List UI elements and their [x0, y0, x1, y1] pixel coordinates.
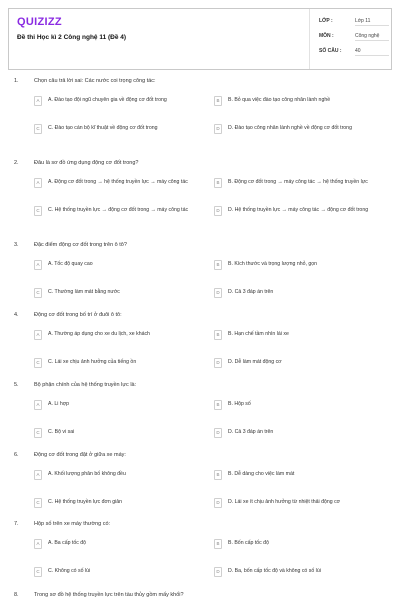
- option-letter-box[interactable]: D: [214, 358, 222, 368]
- option-text: C. Đào tạo cán bộ kĩ thuật về động cơ đốt trong: [48, 125, 158, 131]
- option-text: A. Thường áp dụng cho xe du lịch, xe khách: [48, 331, 150, 337]
- option-letter-box[interactable]: C: [34, 288, 42, 298]
- option-letter-box[interactable]: C: [34, 124, 42, 134]
- option-letter-box[interactable]: C: [34, 358, 42, 368]
- question-number: 2.: [14, 160, 19, 166]
- question-number: 5.: [14, 382, 19, 388]
- option-text: A. Ba cấp tốc độ: [48, 540, 87, 546]
- option-letter-box[interactable]: A: [34, 178, 42, 188]
- question-number: 7.: [14, 521, 19, 527]
- question-text: Đâu là sơ đồ ứng dụng động cơ đốt trong?: [34, 160, 139, 166]
- meta-count-value: 40: [355, 48, 361, 54]
- option-letter-box[interactable]: B: [214, 260, 222, 270]
- option-text: B. Động cơ đốt trong → máy công tác → hệ thống truyền lực: [228, 179, 368, 185]
- meta-class: [319, 18, 389, 28]
- option-letter-box[interactable]: A: [34, 330, 42, 340]
- question-text: Trong sơ đồ hệ thống truyền lực trên tàu thủy gồm mấy khối?: [34, 592, 184, 598]
- question-text: Đặc điểm động cơ đốt trong trên ô tô?: [34, 242, 127, 248]
- question-text: Bộ phận chính của hệ thống truyền lực là:: [34, 382, 137, 388]
- question-text: Động cơ đốt trong bố trí ở đuôi ô tô:: [34, 312, 122, 318]
- option-text: A. Tốc độ quay cao: [48, 261, 93, 267]
- meta-count-label: SỐ CÂU :: [319, 48, 342, 54]
- option-letter-box[interactable]: B: [214, 539, 222, 549]
- meta-subject: [319, 33, 389, 43]
- meta-count-underline: [355, 55, 389, 56]
- option-text: C. Không có số lùi: [48, 568, 91, 574]
- option-text: A. Động cơ đốt trong → hệ thống truyền lực → máy công tác: [48, 179, 188, 185]
- question-text: Động cơ đốt trong đặt ở giữa xe máy:: [34, 452, 126, 458]
- option-letter-box[interactable]: D: [214, 428, 222, 438]
- question-text: Chọn câu trả lời sai: Các nước coi trọng công tác:: [34, 78, 156, 84]
- option-letter-box[interactable]: A: [34, 96, 42, 106]
- meta-count: [319, 48, 389, 58]
- option-letter-box[interactable]: D: [214, 498, 222, 508]
- option-letter-box[interactable]: A: [34, 539, 42, 549]
- option-letter-box[interactable]: A: [34, 470, 42, 480]
- option-letter-box[interactable]: B: [214, 330, 222, 340]
- option-text: B. Kích thước và trọng lượng nhỏ, gọn: [228, 261, 318, 267]
- header-divider: [309, 9, 310, 69]
- option-text: C. Lái xe chịu ảnh hưởng của tiếng ồn: [48, 359, 137, 365]
- quiz-header: [8, 8, 392, 70]
- option-letter-box[interactable]: C: [34, 428, 42, 438]
- option-text: A. Đào tạo đội ngũ chuyên gia về động cơ đốt trong: [48, 97, 167, 103]
- option-letter-box[interactable]: B: [214, 96, 222, 106]
- option-text: D. Cả 3 đáp án trên: [228, 429, 274, 435]
- option-text: C. Bộ vi sai: [48, 429, 75, 435]
- meta-subject-value: Công nghệ: [355, 33, 380, 39]
- option-letter-box[interactable]: D: [214, 124, 222, 134]
- option-text: D. Đào tạo công nhân lành nghề về động cơ đốt trong: [228, 125, 352, 131]
- quizizz-logo: QUIZIZZ: [17, 16, 62, 28]
- option-letter-box[interactable]: D: [214, 567, 222, 577]
- option-text: D. Lái xe ít chịu ảnh hưởng từ nhiệt thải động cơ: [228, 499, 341, 505]
- option-text: C. Hệ thống truyền lực đơn giản: [48, 499, 123, 505]
- option-text: B. Bỏ qua việc đào tạo công nhân lành nghề: [228, 97, 331, 103]
- option-text: B. Hộp số: [228, 401, 251, 407]
- option-text: B. Hạn chế tầm nhìn lái xe: [228, 331, 289, 337]
- option-letter-box[interactable]: D: [214, 206, 222, 216]
- option-letter-box[interactable]: C: [34, 498, 42, 508]
- option-text: A. Khối lượng phân bố không đều: [48, 471, 126, 477]
- question-text: Hộp số trên xe máy thường có:: [34, 521, 111, 527]
- meta-subject-underline: [355, 40, 389, 41]
- option-text: D. Cả 3 đáp án trên: [228, 289, 274, 295]
- option-text: D. Dễ làm mát động cơ: [228, 359, 282, 365]
- option-text: D. Hệ thống truyền lực → máy công tác → động cơ đốt trong: [228, 207, 369, 213]
- question-number: 4.: [14, 312, 19, 318]
- option-text: B. Dễ dàng cho việc làm mát: [228, 471, 295, 477]
- option-letter-box[interactable]: B: [214, 178, 222, 188]
- option-text: C. Hệ thống truyền lực → động cơ đốt trong → máy công tác: [48, 207, 189, 213]
- option-letter-box[interactable]: A: [34, 260, 42, 270]
- option-text: C. Thường làm mát bằng nước: [48, 289, 120, 295]
- meta-subject-label: MÔN :: [319, 33, 334, 39]
- option-text: B. Bốn cấp tốc độ: [228, 540, 269, 546]
- option-letter-box[interactable]: B: [214, 400, 222, 410]
- option-letter-box[interactable]: D: [214, 288, 222, 298]
- meta-class-underline: [355, 25, 389, 26]
- question-number: 8.: [14, 592, 19, 598]
- question-number: 6.: [14, 452, 19, 458]
- page-title: Đề thi Học kì 2 Công nghệ 11 (Đề 4): [17, 34, 127, 41]
- option-text: D. Ba, bốn cấp tốc độ và không có số lùi: [228, 568, 321, 574]
- option-letter-box[interactable]: C: [34, 206, 42, 216]
- option-letter-box[interactable]: A: [34, 400, 42, 410]
- option-text: A. Li hợp: [48, 401, 69, 407]
- option-letter-box[interactable]: B: [214, 470, 222, 480]
- meta-class-label: LỚP :: [319, 18, 333, 24]
- meta-class-value: Lớp 11: [355, 18, 371, 24]
- option-letter-box[interactable]: C: [34, 567, 42, 577]
- question-number: 1.: [14, 78, 19, 84]
- question-number: 3.: [14, 242, 19, 248]
